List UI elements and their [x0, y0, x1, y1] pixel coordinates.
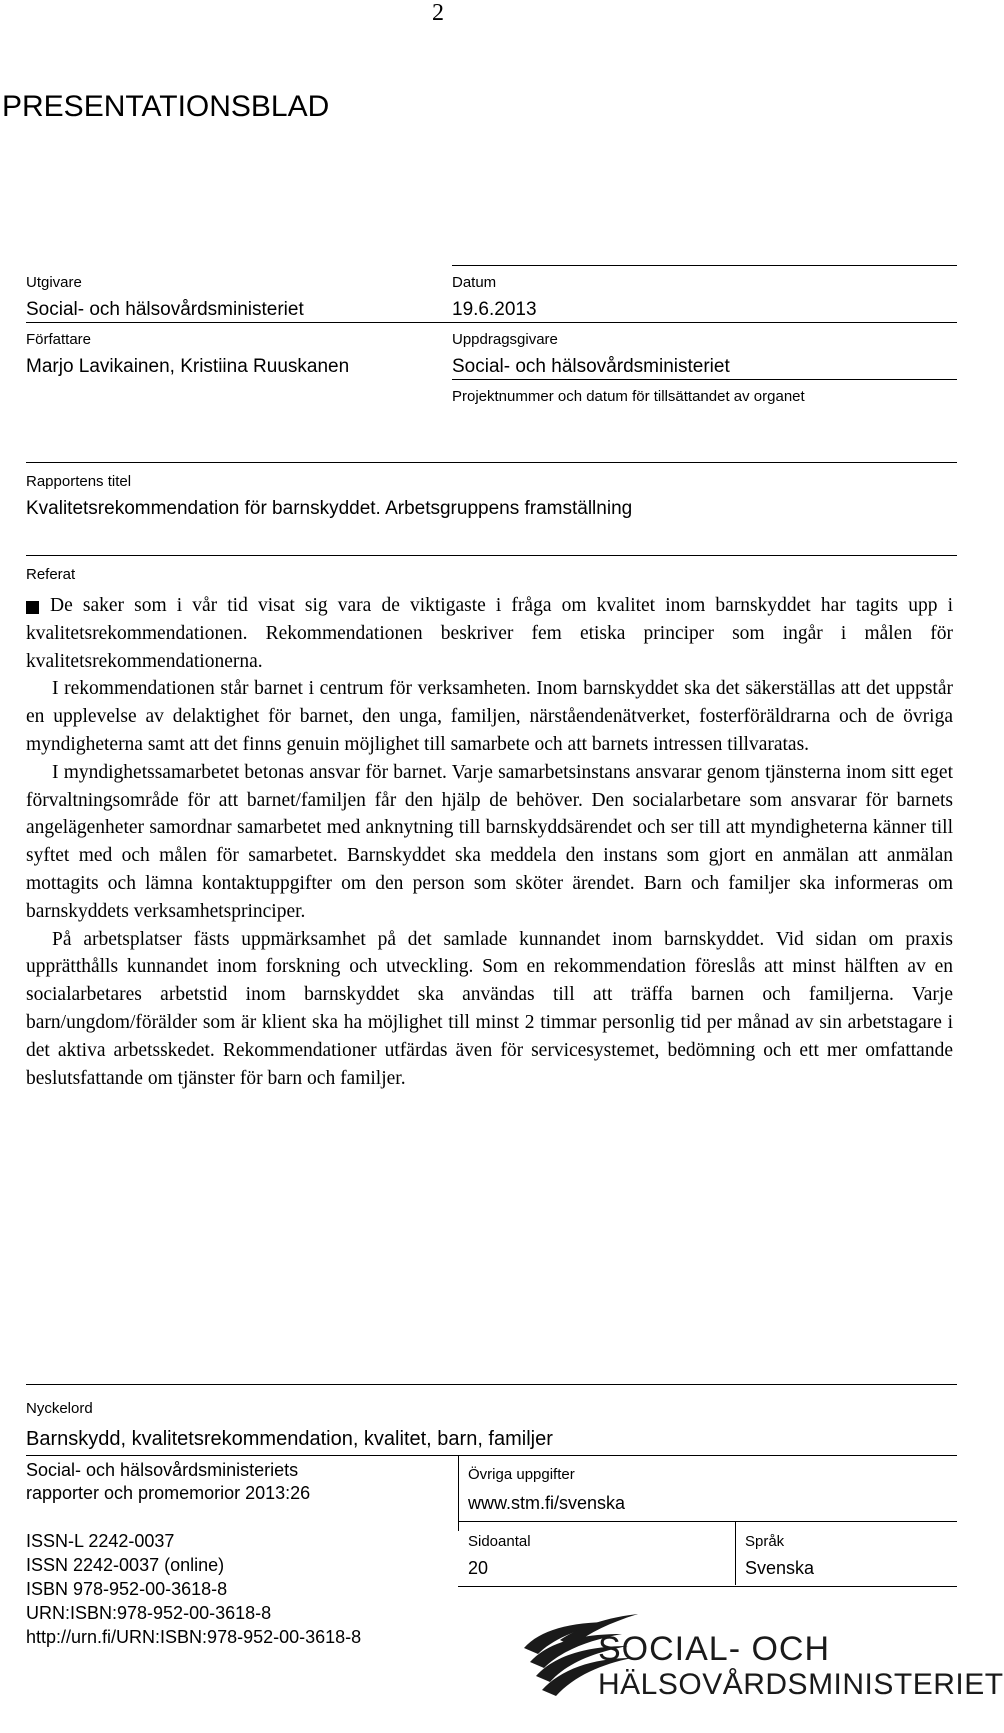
page-number: 2	[432, 0, 444, 26]
divider	[26, 1384, 957, 1385]
identifier-issn: ISSN 2242-0037 (online)	[26, 1555, 225, 1575]
divider	[458, 1521, 957, 1522]
authors-value: Marjo Lavikainen, Kristiina Ruuskanen	[26, 356, 350, 377]
page-title: PRESENTATIONSBLAD	[2, 90, 330, 123]
publisher-value: Social- och hälsovårdsministeriet	[26, 299, 304, 320]
divider	[26, 322, 957, 323]
divider	[458, 1455, 459, 1531]
referat-label: Referat	[26, 566, 76, 583]
commissioner-label: Uppdragsgivare	[452, 331, 558, 348]
divider	[458, 1586, 957, 1587]
referat-paragraph: På arbetsplatser fästs uppmärksamhet på det samlade kunnandet inom barnskyddet. Vid sidan om praxis upprätthålls kunnandet inom forskning och utveckling. Som en rekommendation föreslås att minst hälften av en socialarbetares arbetstid inom barnskyddet ska användas till att träffa barnen och familjerna. Varje barn/ungdom/förälder som är klient ska ha möjlighet till minst 2 timmar personlig tid per månad av sin arbetstagare i det aktiva arbetsskedet. Rekommendationer utfärdas även för servicesystemet, bedömning och ett mer omfattande beslutsfattande om tjänster för barn och familjer.	[26, 928, 953, 1089]
keywords-label: Nyckelord	[26, 1400, 93, 1417]
keywords-value: Barnskydd, kvalitetsrekommendation, kvalitet, barn, familjer	[26, 1428, 553, 1450]
authors-label: Författare	[26, 331, 92, 348]
project-label: Projektnummer och datum för tillsättandet av organet	[452, 388, 805, 405]
identifier-url: http://urn.fi/URN:ISBN:978-952-00-3618-8	[26, 1627, 362, 1647]
language-value: Svenska	[745, 1558, 815, 1578]
divider	[452, 379, 957, 380]
commissioner-value: Social- och hälsovårdsministeriet	[452, 356, 730, 377]
divider	[452, 265, 957, 266]
date-value: 19.6.2013	[452, 299, 537, 320]
identifier-isbn: ISBN 978-952-00-3618-8	[26, 1579, 228, 1599]
referat-paragraph: I myndighetssamarbetet betonas ansvar för barnet. Varje samarbetsinstans ansvarar genom tjänsterna inom sitt eget förvaltningsområde för att barnet/familjen får den hjälp de behöver. Den socialarbetare som ansvarar för barnets angelägenheter samordnar samarbetet med anknytning till barnskyddsärendet och ser till att myndigheterna känner till syftet med och målen för samarbetet. Barnskyddet ska meddela den instans som gjort en anmälan att anmälan mottagits och lämna kontaktuppgifter om den person som sköter ärendet. Barn och familjer ska informeras om barnskyddets verksamhetsprinciper.	[26, 761, 953, 922]
divider	[26, 555, 957, 556]
other-info-value: www.stm.fi/svenska	[468, 1493, 626, 1513]
series-line1: Social- och hälsovårdsministeriets	[26, 1460, 299, 1480]
report-title-value: Kvalitetsrekommendation för barnskyddet. Arbetsgruppens framställning	[26, 498, 633, 519]
referat-paragraph: I rekommendationen står barnet i centrum för verksamheten. Inom barnskyddet ska det säkerställas att det uppstår en upplevelse av delaktighet för barnet, den unga, familjen, närståendenätverket, fosterföräldrarna och de övriga myndigheterna samt att det finns genuin möjlighet till samarbete och att barnets intressen tillvaratas.	[26, 678, 953, 755]
date-label: Datum	[452, 274, 497, 291]
series-line2: rapporter och promemorior 2013:26	[26, 1483, 311, 1503]
logo-line2: HÄLSOVÅRDSMINISTERIET	[598, 1668, 1004, 1701]
pages-label: Sidoantal	[468, 1533, 531, 1550]
divider	[26, 1455, 957, 1456]
referat-body	[26, 592, 953, 1092]
logo-line1: SOCIAL- OCH	[598, 1630, 831, 1668]
divider	[26, 462, 957, 463]
referat-paragraph: De saker som i vår tid visat sig vara de viktigaste i fråga om kvalitet inom barnskyddet har tagits upp i kvalitetsrekommendationen. Rekommendationen beskriver fem etiska principer som ingår i målen för kvalitetsrekommendationerna.	[26, 595, 953, 672]
language-label: Språk	[745, 1533, 785, 1550]
other-info-label: Övriga uppgifter	[468, 1466, 575, 1483]
publisher-label: Utgivare	[26, 274, 82, 291]
identifier-issn-l: ISSN-L 2242-0037	[26, 1531, 175, 1551]
identifier-urn: URN:ISBN:978-952-00-3618-8	[26, 1603, 272, 1623]
divider	[735, 1521, 736, 1585]
pages-value: 20	[468, 1558, 489, 1578]
report-title-label: Rapportens titel	[26, 473, 132, 490]
